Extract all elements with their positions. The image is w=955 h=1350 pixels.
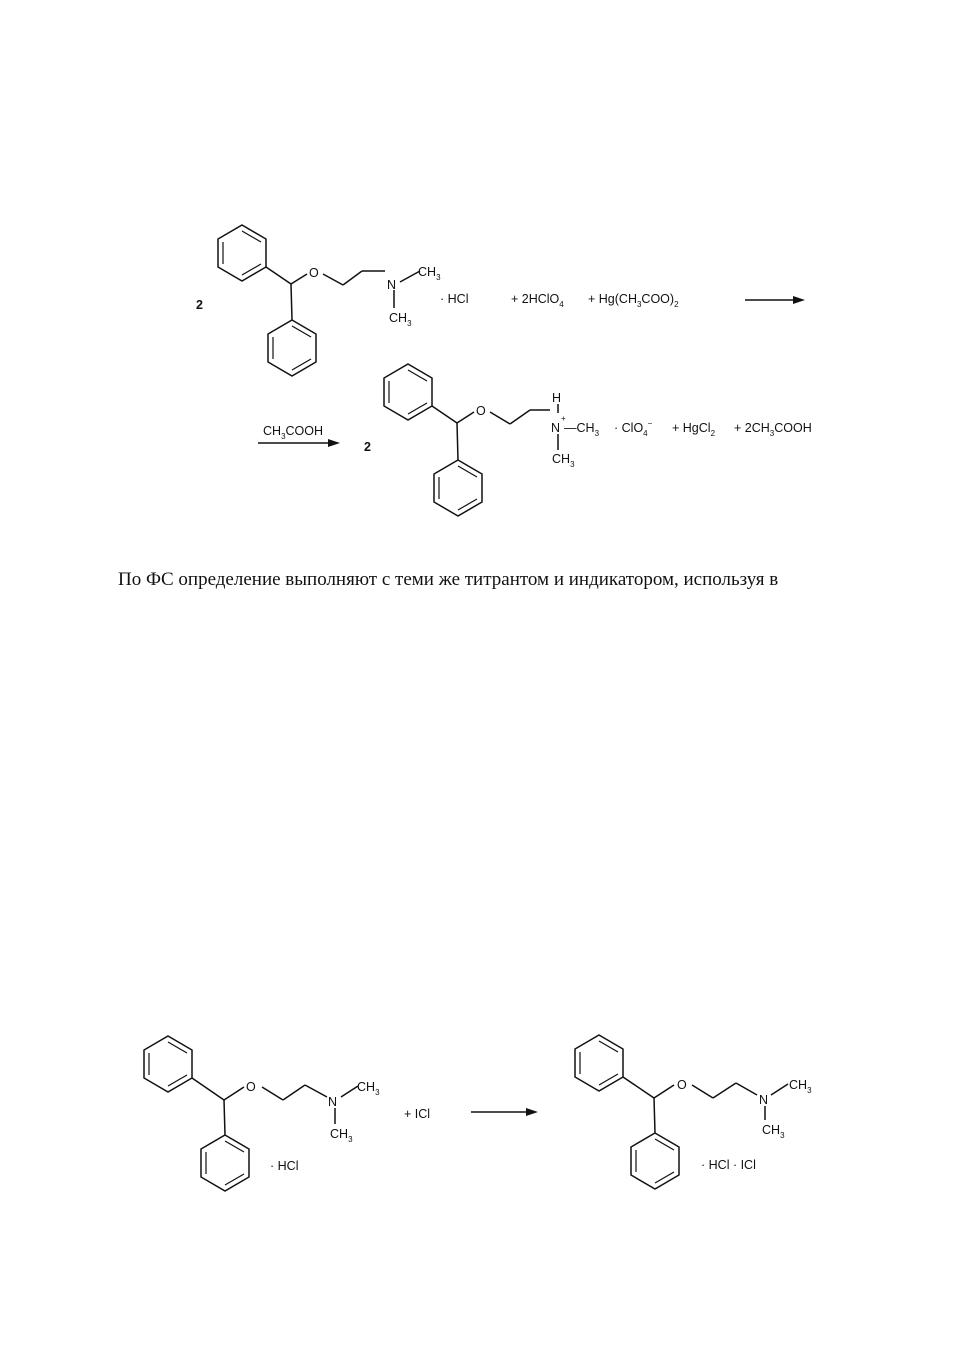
right-nitrogen: N bbox=[759, 1093, 769, 1107]
product-nitrogen: N bbox=[551, 421, 561, 435]
reaction-1-products bbox=[0, 0, 955, 560]
reaction-arrow-2 bbox=[258, 439, 340, 447]
right-phenyl-ring-bottom bbox=[631, 1133, 679, 1189]
left-phenyl-ring-bottom bbox=[201, 1135, 249, 1191]
product-coefficient: 2 bbox=[364, 440, 371, 454]
product-ether-chain bbox=[432, 404, 561, 460]
left-hcl-salt: · HCl bbox=[270, 1159, 299, 1173]
right-methyl-top: $CH_3$ bbox=[789, 1078, 812, 1095]
left-oxygen: O bbox=[246, 1080, 256, 1094]
right-methyl-bottom: $CH_3$ bbox=[762, 1123, 785, 1140]
acetic-acid-product: + $2CH_3COOH$ bbox=[734, 421, 812, 438]
reaction-2 bbox=[0, 1000, 955, 1220]
hcl-salt: · HCl bbox=[440, 292, 469, 306]
acetic-acid-solvent: $CH_3COOH$ bbox=[263, 424, 324, 441]
product-charge-plus: + bbox=[561, 414, 566, 423]
product-methyl-bottom: $CH_3$ bbox=[552, 452, 575, 469]
right-salt-adduct: · HCl · ICl bbox=[701, 1158, 756, 1172]
left-methyl-top: $CH_3$ bbox=[357, 1080, 380, 1097]
reaction-arrow-3 bbox=[471, 1108, 538, 1116]
right-phenyl-ring-top bbox=[575, 1035, 623, 1091]
nitrogen-atom: N bbox=[387, 278, 397, 292]
body-paragraph: По ФС определение выполняют с теми же титрантом и индикатором, используя в bbox=[118, 569, 779, 590]
product-oxygen: O bbox=[476, 404, 486, 418]
product-methyl-right: $—CH_3$ bbox=[564, 421, 600, 438]
mercury-acetate: + $Hg(CH_3COO)_2$ bbox=[588, 292, 679, 309]
product-phenyl-ring-bottom bbox=[434, 460, 482, 516]
reactant-coefficient: 2 bbox=[196, 298, 203, 312]
left-methyl-bottom: $CH_3$ bbox=[330, 1127, 353, 1144]
left-nitrogen: N bbox=[328, 1095, 338, 1109]
left-phenyl-ring-top bbox=[144, 1036, 192, 1092]
iodine-monochloride: + ICl bbox=[404, 1107, 431, 1121]
perchlorate-ion: · ClO$_4$− bbox=[614, 419, 653, 438]
product-phenyl-ring-top bbox=[384, 364, 432, 420]
oxygen-atom: O bbox=[309, 266, 319, 280]
right-oxygen: O bbox=[677, 1078, 687, 1092]
mercury-chloride: + HgCl$_2$ bbox=[672, 421, 716, 438]
methyl-top: $CH_3$ bbox=[418, 265, 441, 282]
methyl-bottom: $CH_3$ bbox=[389, 311, 412, 328]
perchloric-acid: + 2HClO$_4$ bbox=[511, 292, 564, 309]
product-hydrogen: H bbox=[552, 391, 562, 405]
